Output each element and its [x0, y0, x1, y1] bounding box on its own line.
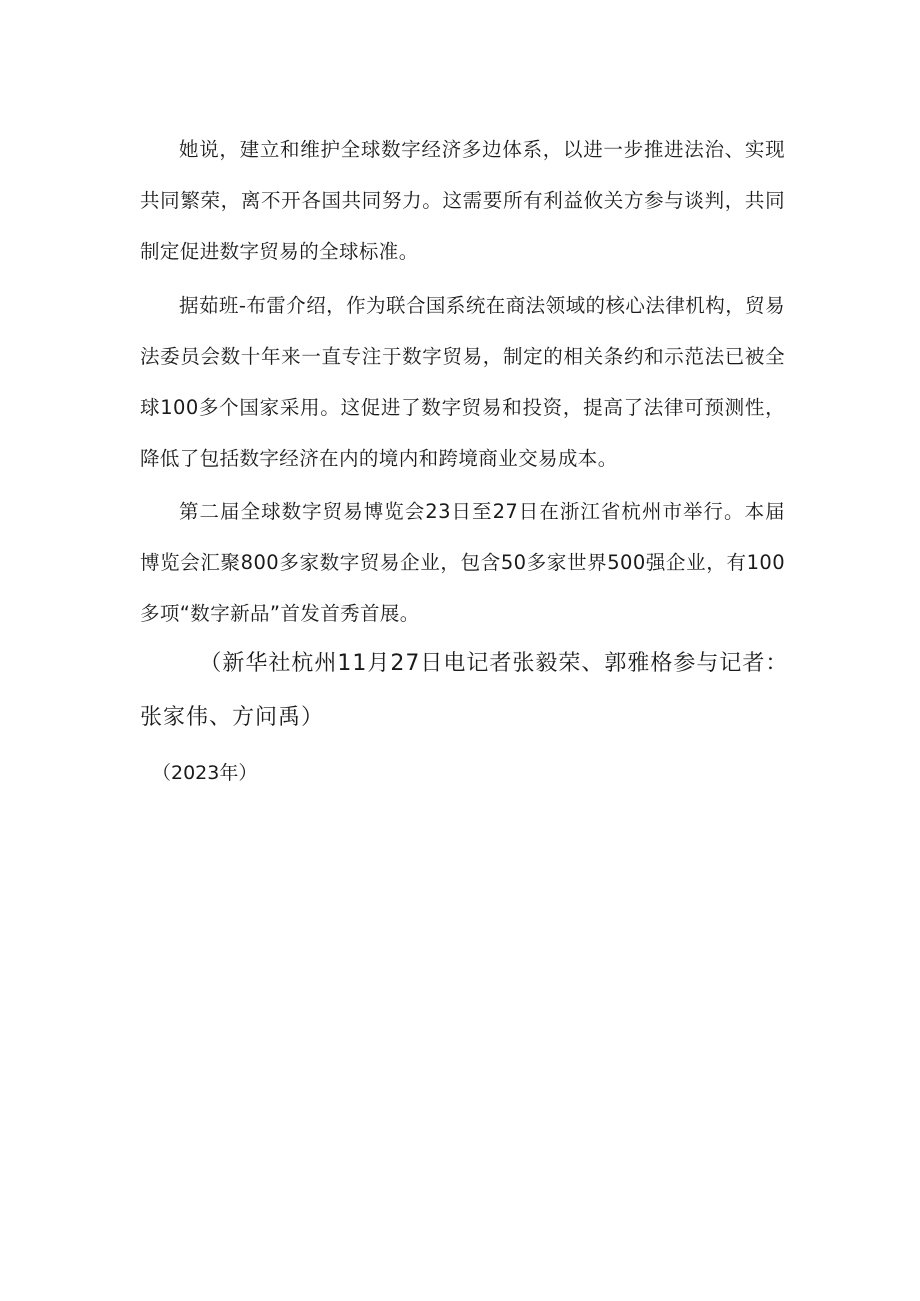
- paragraph-2: 据茹班-布雷介绍，作为联合国系统在商法领域的核心法律机构，贸易法委员会数十年来一直专注于数字贸易，制定的相关条约和示范法已被全球100多个国家采用。这促进了数字贸易和投资，提高了法律可预测性，降低了包括数字经济在内的境内和跨境商业交易成本。: [140, 294, 785, 470]
- paragraph-1: 她说，建立和维护全球数字经济多边体系，以进一步推进法治、实现共同繁荣，离不开各国共同努力。这需要所有利益攸关方参与谈判，共同制定促进数字贸易的全球标准。: [140, 138, 785, 263]
- year-note: （2023年）: [152, 762, 258, 784]
- paragraph-3: 第二届全球数字贸易博览会23日至27日在浙江省杭州市举行。本届博览会汇聚800多家数字贸易企业，包含50多家世界500强企业，有100多项“数字新品”首发首秀首展。: [140, 500, 785, 625]
- byline: （新华社杭州11月27日电记者张毅荣、郭雅格参与记者：张家伟、方问禹）: [140, 651, 789, 730]
